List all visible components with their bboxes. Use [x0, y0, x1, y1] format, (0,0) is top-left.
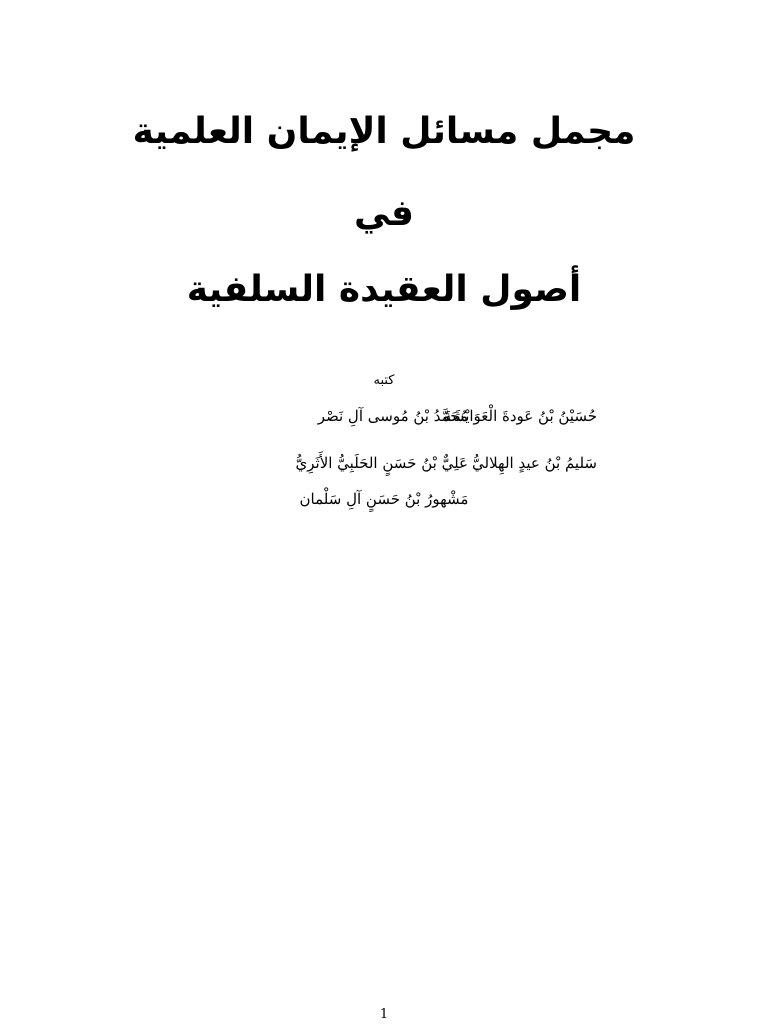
- title-line-2: في: [354, 193, 414, 234]
- title-line-1: مجمل مسائل الإيمان العلمية: [132, 111, 636, 152]
- author-name: مُحَمَّدُ بْنُ مُوسى آلِ نَصْر: [317, 407, 468, 425]
- page-number: 1: [379, 1007, 389, 1022]
- author-name: مَشْهورُ بْنُ حَسَنٍ آلِ سَلْمان: [299, 490, 469, 508]
- author-name: حُسَيْنُ بْنُ عَودةَ الْعَوَايْشَةَ: [443, 407, 597, 425]
- title-line-3: أصول العقيدة السلفية: [186, 269, 582, 310]
- author-name: عَلِيٌّ بْنُ حَسَنٍ الحَلَبِيُّ الأَثَرِيُّ: [295, 454, 468, 472]
- author-name: سَليمُ بْنُ عيدٍ الهِلاليُّ: [472, 454, 597, 472]
- written-by-label: كتبه: [373, 373, 395, 388]
